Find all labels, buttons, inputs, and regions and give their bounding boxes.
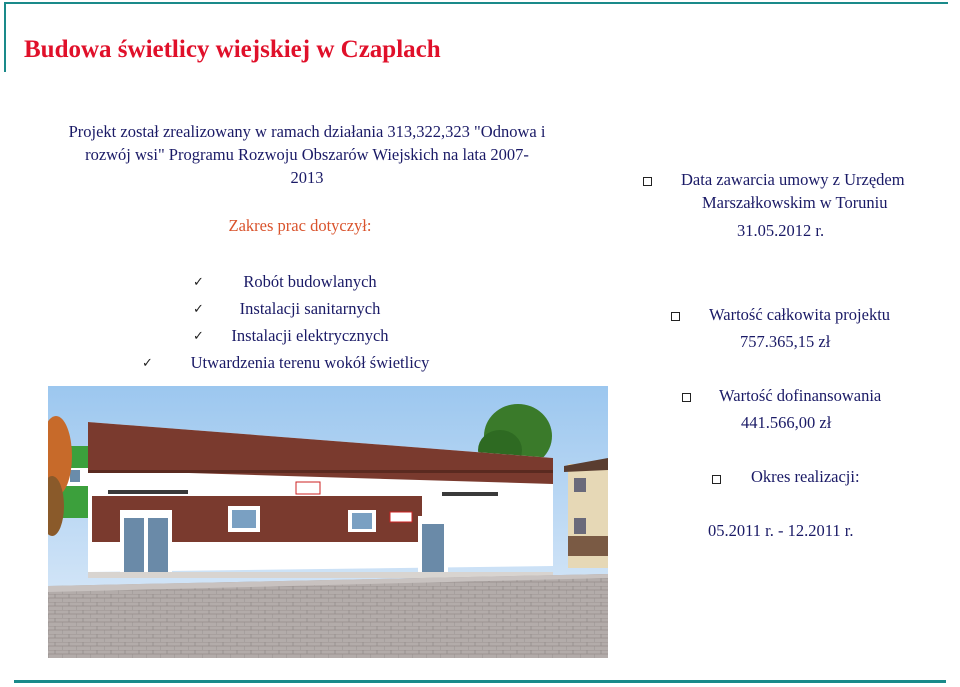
period-label: Okres realizacji: [751,467,860,486]
funding-amount: 441.566,00 zł [741,413,832,432]
intro-line-3: 2013 [290,168,324,187]
frame-top-line [4,2,948,4]
building-photo [48,386,608,658]
check-icon: ✓ [142,355,153,370]
check-icon: ✓ [193,274,204,289]
total-value-amount: 757.365,15 zł [740,332,831,351]
list-item [130,268,490,295]
intro-line-1: Projekt został zrealizowany w ramach działania 313,322,323 "Odnowa i [68,122,546,141]
scope-item-label: Robót budowlanych [243,272,377,291]
list-item [130,322,490,349]
scope-list [130,268,490,376]
period-value: 05.2011 r. - 12.2011 r. [708,521,854,540]
check-icon: ✓ [193,301,204,316]
scope-item-label: Utwardzenia terenu wokół świetlicy [190,353,430,372]
square-bullet-icon [671,312,680,321]
square-bullet-icon [682,393,691,402]
scope-label: Zakres prac dotyczył: [228,216,372,235]
contract-label-line-2: Marszałkowskim w Toruniu [702,193,888,212]
list-item [130,349,490,376]
total-value-label: Wartość całkowita projektu [709,305,891,324]
frame-bottom-line [14,680,946,683]
square-bullet-icon [712,475,721,484]
funding-label: Wartość dofinansowania [719,386,882,405]
contract-label-line-1: Data zawarcia umowy z Urzędem [681,170,905,189]
scope-item-label: Instalacji sanitarnych [239,299,381,318]
square-bullet-icon [643,177,652,186]
page-title: Budowa świetlicy wiejskiej w Czaplach [24,36,441,63]
intro-line-2: rozwój wsi" Programu Rozwoju Obszarów Wiejskich na lata 2007- [85,145,529,164]
list-item [130,295,490,322]
check-icon: ✓ [193,328,204,343]
scope-item-label: Instalacji elektrycznych [231,326,389,345]
project-intro [22,120,592,189]
contract-date: 31.05.2012 r. [737,221,825,240]
frame-left-line [4,2,6,72]
